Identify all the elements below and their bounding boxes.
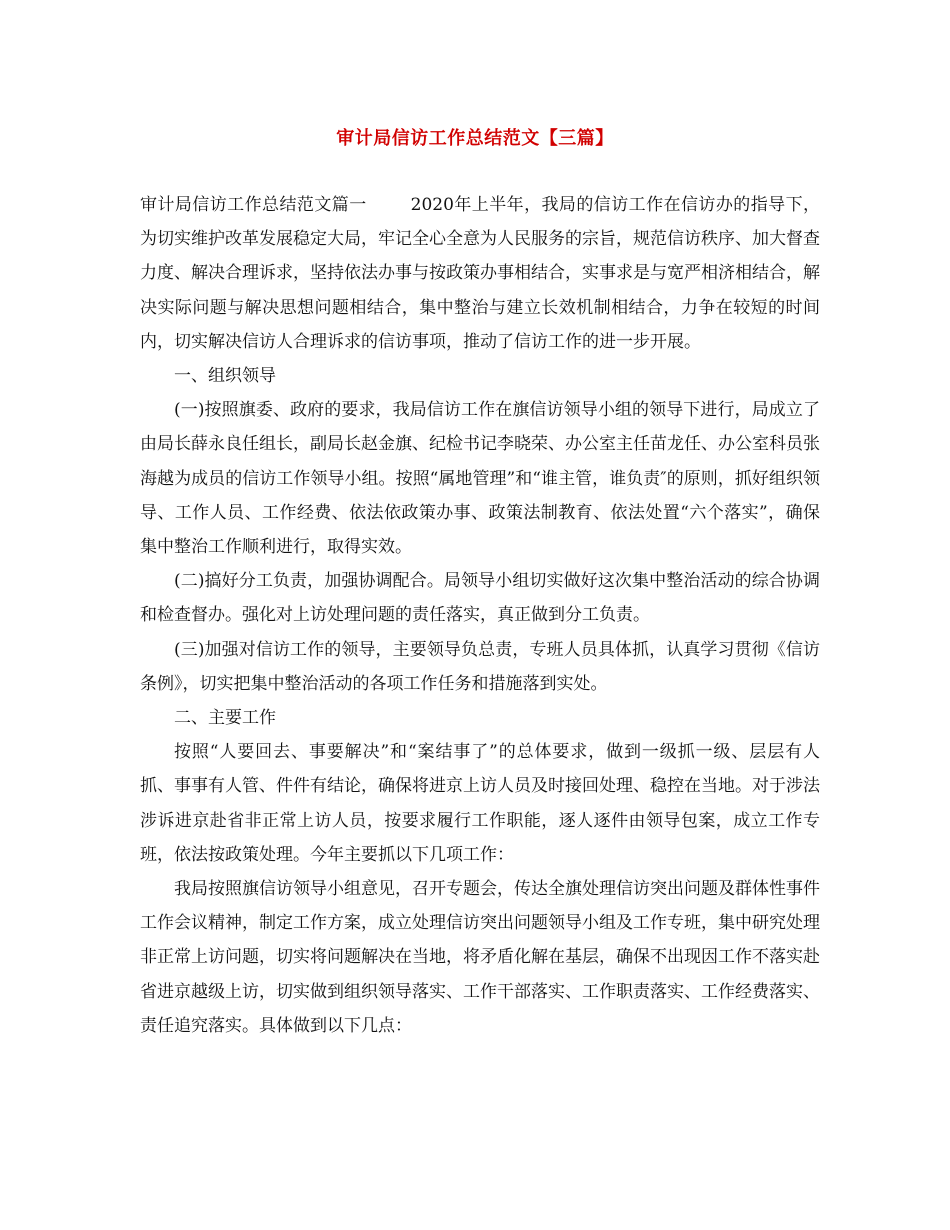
intro-text: 2020年上半年，我局的信访工作在信访办的指导下，为切实维护改革发展稳定大局，牢记全心全意为人民服务的宗旨，规范信访秩序、加大督查力度、解决合理诉求，坚持依法办事与按政策办事相结合，实事求是与宽严相济相结合，解决实际问题与解决思想问题相结合，集中整治与建立长效机制相结合，力争在较短的时间内，切实解决信访人合理诉求的信访事项，推动了信访工作的进一步开展。 xyxy=(140,195,821,352)
paragraph-3: (三)加强对信访工作的领导，主要领导负总责，专班人员具体抓，认真学习贯彻《信访条例》，切实把集中整治活动的各项工作任务和措施落到实处。 xyxy=(140,639,820,694)
section-heading-1: 一、组织领导 xyxy=(174,366,276,387)
paragraph-1: (一)按照旗委、政府的要求，我局信访工作在旗信访领导小组的领导下进行，局成立了由局长薛永良任组长，副局长赵金旗、纪检书记李晓荣、办公室主任苗龙任、办公室科员张海越为成员的信访工作领导小组。按照“属地管理”和“谁主管，谁负责″的原则，抓好组织领导、工作人员、工作经费、依法依政策办事、政策法制教育、依法处置“六个落实”，确保集中整治工作顺利进行，取得实效。 xyxy=(140,400,820,558)
document-title: 审计局信访工作总结范文【三篇】 xyxy=(336,128,614,149)
paragraph-4: 按照“人要回去、事要解决”和“案结事了”的总体要求，做到一级抓一级、层层有人抓、事事有人管、件件有结论，确保将进京上访人员及时接回处理、稳控在当地。对于涉法涉诉进京赴省非正常上访人员，按要求履行工作职能，逐人逐件由领导包案，成立工作专班，依法按政策处理。今年主要抓以下几项工作： xyxy=(140,742,820,865)
paragraph-2: (二)搞好分工负责，加强协调配合。局领导小组切实做好这次集中整治活动的综合协调和检查督办。强化对上访处理问题的责任落实，真正做到分工负责。 xyxy=(140,571,820,626)
intro-paragraph xyxy=(140,188,820,359)
document-body xyxy=(140,188,820,1043)
section-heading-2: 二、主要工作 xyxy=(174,708,276,729)
intro-label: 审计局信访工作总结范文篇一 xyxy=(140,195,367,215)
paragraph-5: 我局按照旗信访领导小组意见，召开专题会，传达全旗处理信访突出问题及群体性事件工作会议精神，制定工作方案，成立处理信访突出问题领导小组及工作专班，集中研究处理非正常上访问题，切实将问题解决在当地，将矛盾化解在基层，确保不出现因工作不落实赴省进京越级上访，切实做到组织领导落实、工作干部落实、工作职责落实、工作经费落实、责任追究落实。具体做到以下几点： xyxy=(140,879,820,1036)
